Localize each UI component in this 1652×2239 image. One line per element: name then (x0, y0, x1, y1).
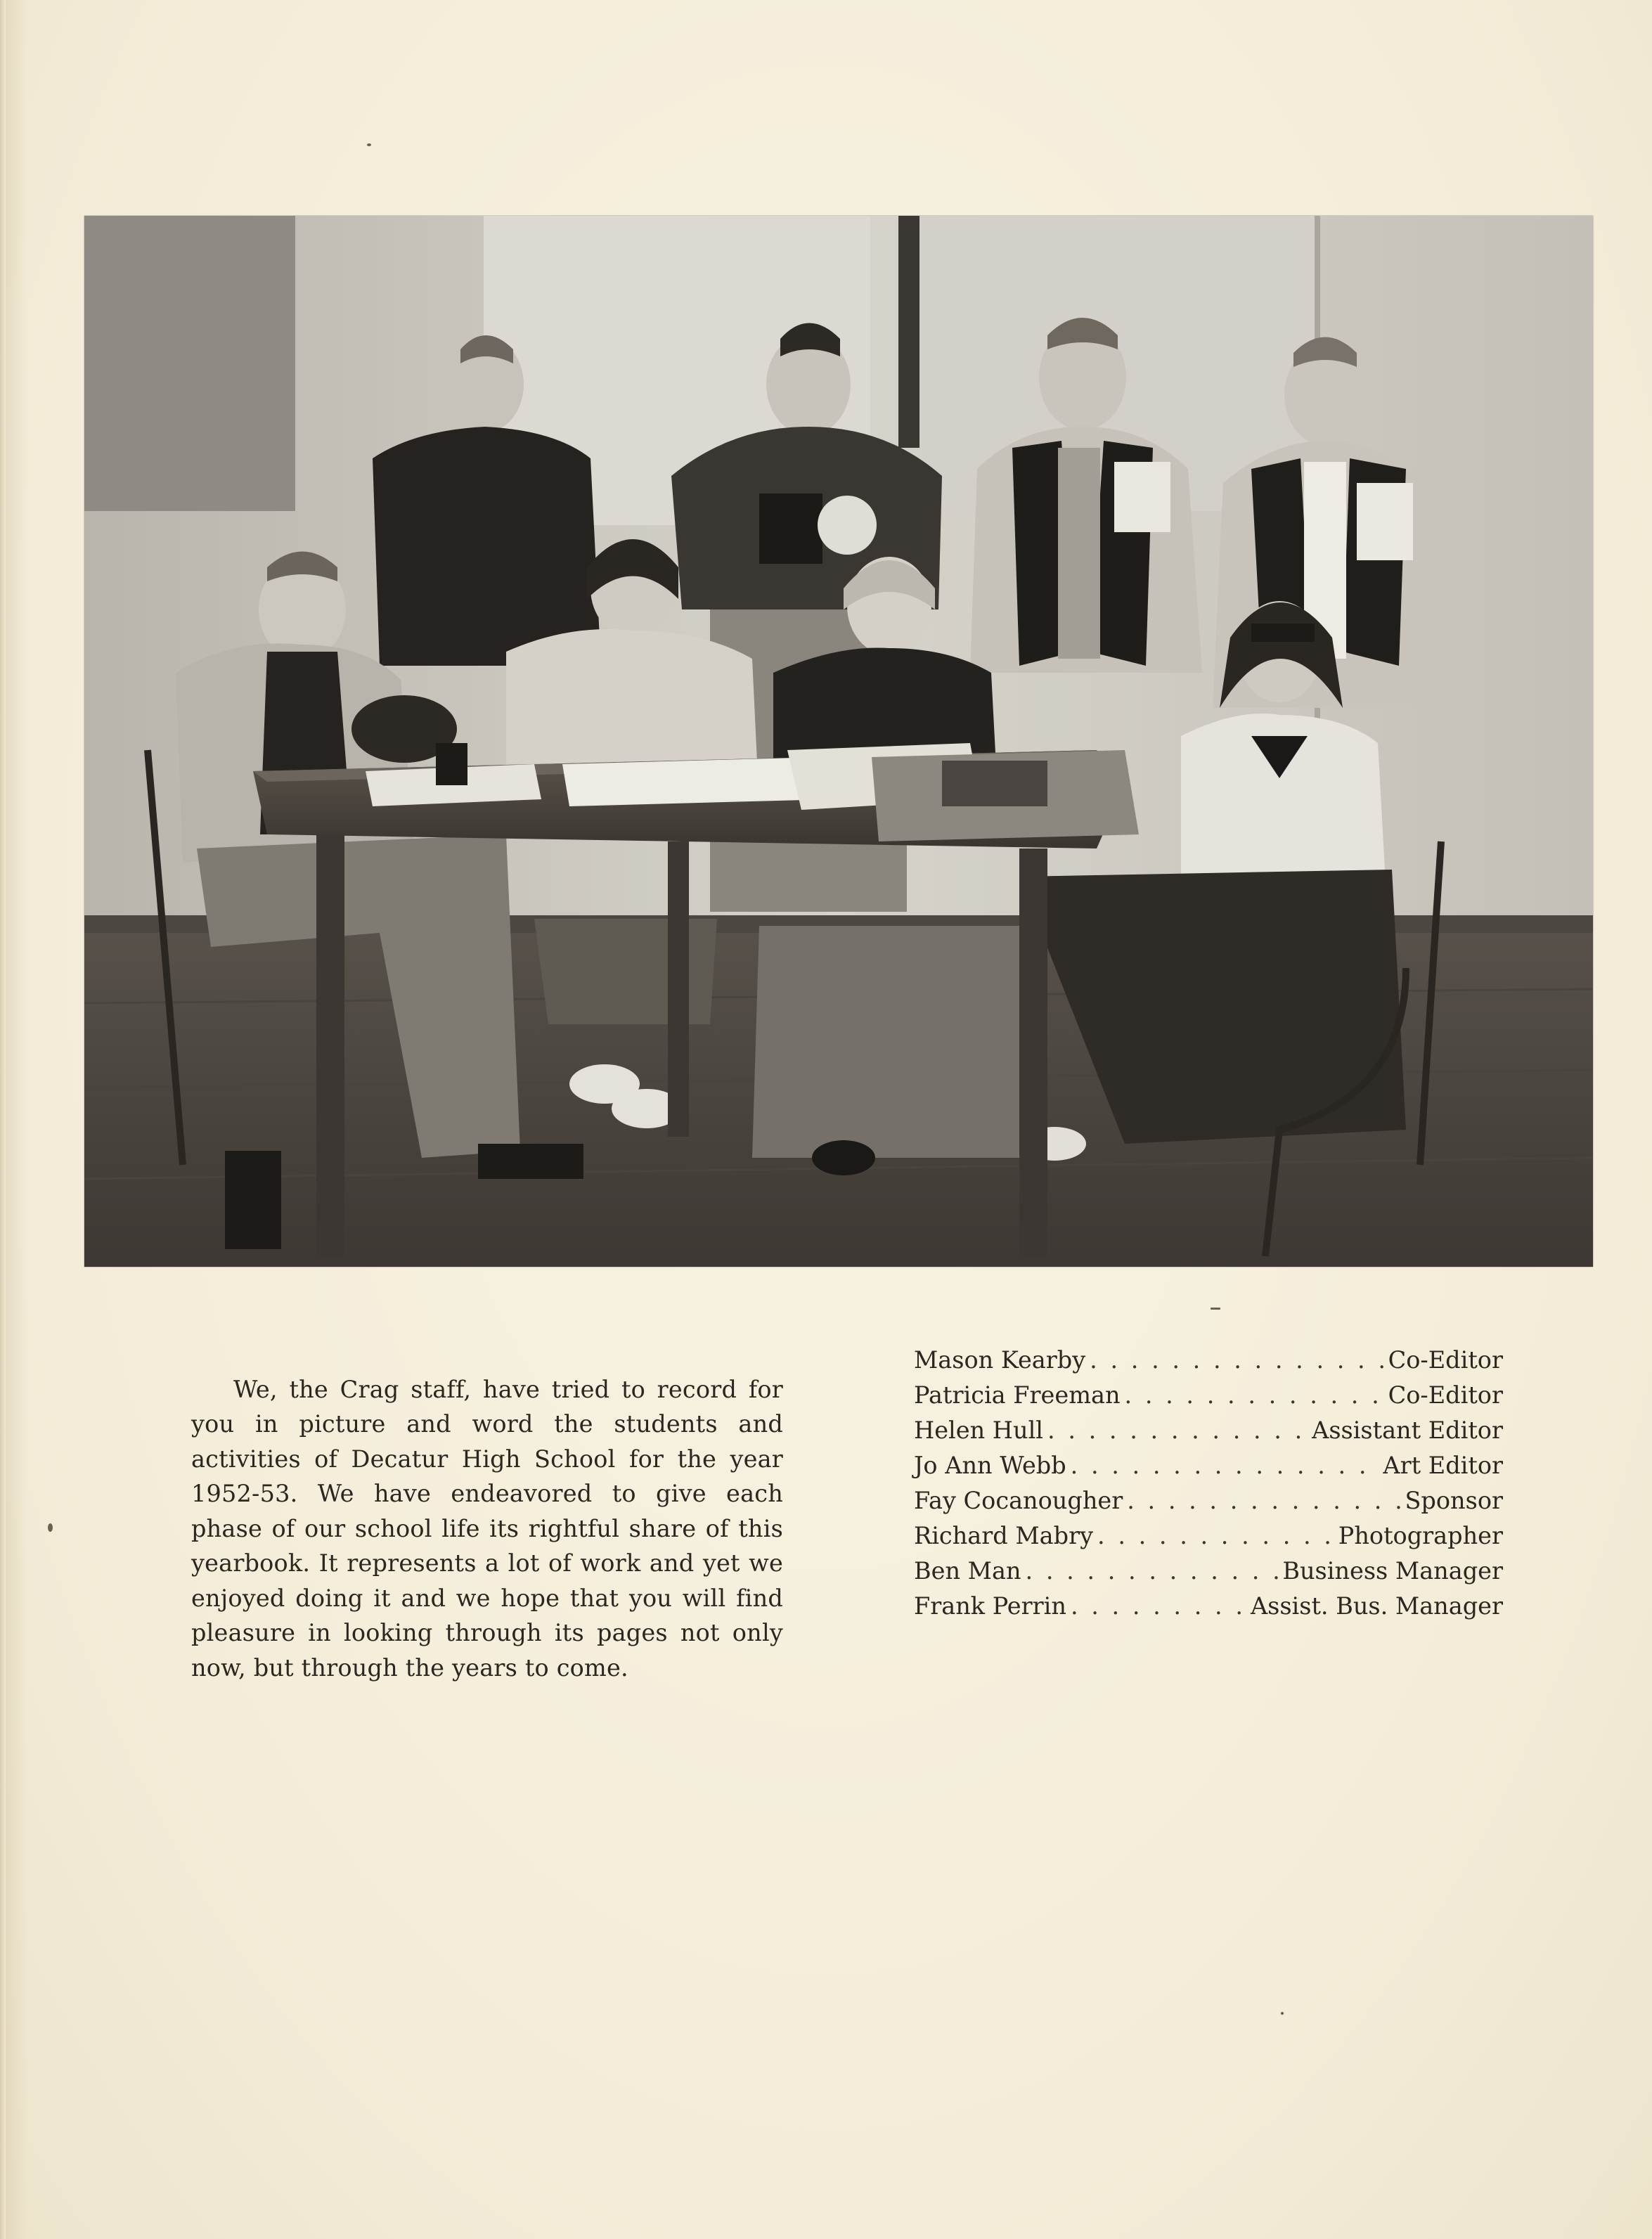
staff-role: Co-Editor (1388, 1346, 1503, 1374)
staff-name: Frank Perrin (914, 1592, 1066, 1620)
camera-icon (759, 493, 822, 564)
eyeglasses-icon (1251, 624, 1315, 642)
staff-role: Assistant Editor (1312, 1417, 1503, 1444)
staff-name: Ben Man (914, 1557, 1021, 1585)
staff-roster (914, 1343, 1503, 1624)
ink-bottle-icon (436, 743, 467, 785)
dot-leader (1071, 1448, 1381, 1483)
roster-entry (914, 1378, 1503, 1413)
staff-role: Art Editor (1383, 1452, 1503, 1479)
staff-role: Business Manager (1282, 1557, 1503, 1585)
dot-leader (1127, 1483, 1402, 1518)
binding-edge (0, 0, 6, 2239)
roster-entry (914, 1343, 1503, 1378)
dot-leader (1125, 1378, 1386, 1413)
roster-entry (914, 1589, 1503, 1624)
roster-entry (914, 1448, 1503, 1483)
dot-leader (1097, 1518, 1336, 1554)
dot-leader (1090, 1343, 1385, 1378)
roster-entry (914, 1554, 1503, 1589)
staff-role: Photographer (1338, 1522, 1503, 1549)
staff-name: Fay Cocanougher (914, 1487, 1123, 1514)
staff-role: Assist. Bus. Manager (1250, 1592, 1503, 1620)
dot-leader (1026, 1554, 1280, 1589)
roster-entry (914, 1413, 1503, 1448)
staff-name: Jo Ann Webb (914, 1452, 1066, 1479)
paper-speck (1211, 1308, 1220, 1310)
staff-role: Co-Editor (1388, 1381, 1503, 1409)
roster-entry (914, 1483, 1503, 1518)
staff-name: Patricia Freeman (914, 1381, 1121, 1409)
paper-speck (367, 143, 371, 146)
roster-entry (914, 1518, 1503, 1554)
dot-leader (1071, 1589, 1248, 1624)
paper-speck (48, 1523, 53, 1532)
paper-speck (1281, 2012, 1284, 2015)
dot-leader (1047, 1413, 1309, 1448)
staff-group-photo (84, 216, 1593, 1267)
wall-panel (84, 216, 295, 511)
staff-name: Richard Mabry (914, 1522, 1094, 1549)
staff-name: Helen Hull (914, 1417, 1044, 1444)
staff-name: Mason Kearby (914, 1346, 1086, 1374)
staff-role: Sponsor (1405, 1487, 1503, 1514)
staff-caption: We, the Crag staff, have tried to record for you in picture and word the students and activities of Decatur High School for the year 1952-53. We have endeavored to give each phase of our school life its rightful share of this yearbook. It represents a lot of work and yet we enjoyed doing it and we hope that you will find pleasure in looking through its pages not only now, but through the years to come. (191, 1375, 783, 1682)
